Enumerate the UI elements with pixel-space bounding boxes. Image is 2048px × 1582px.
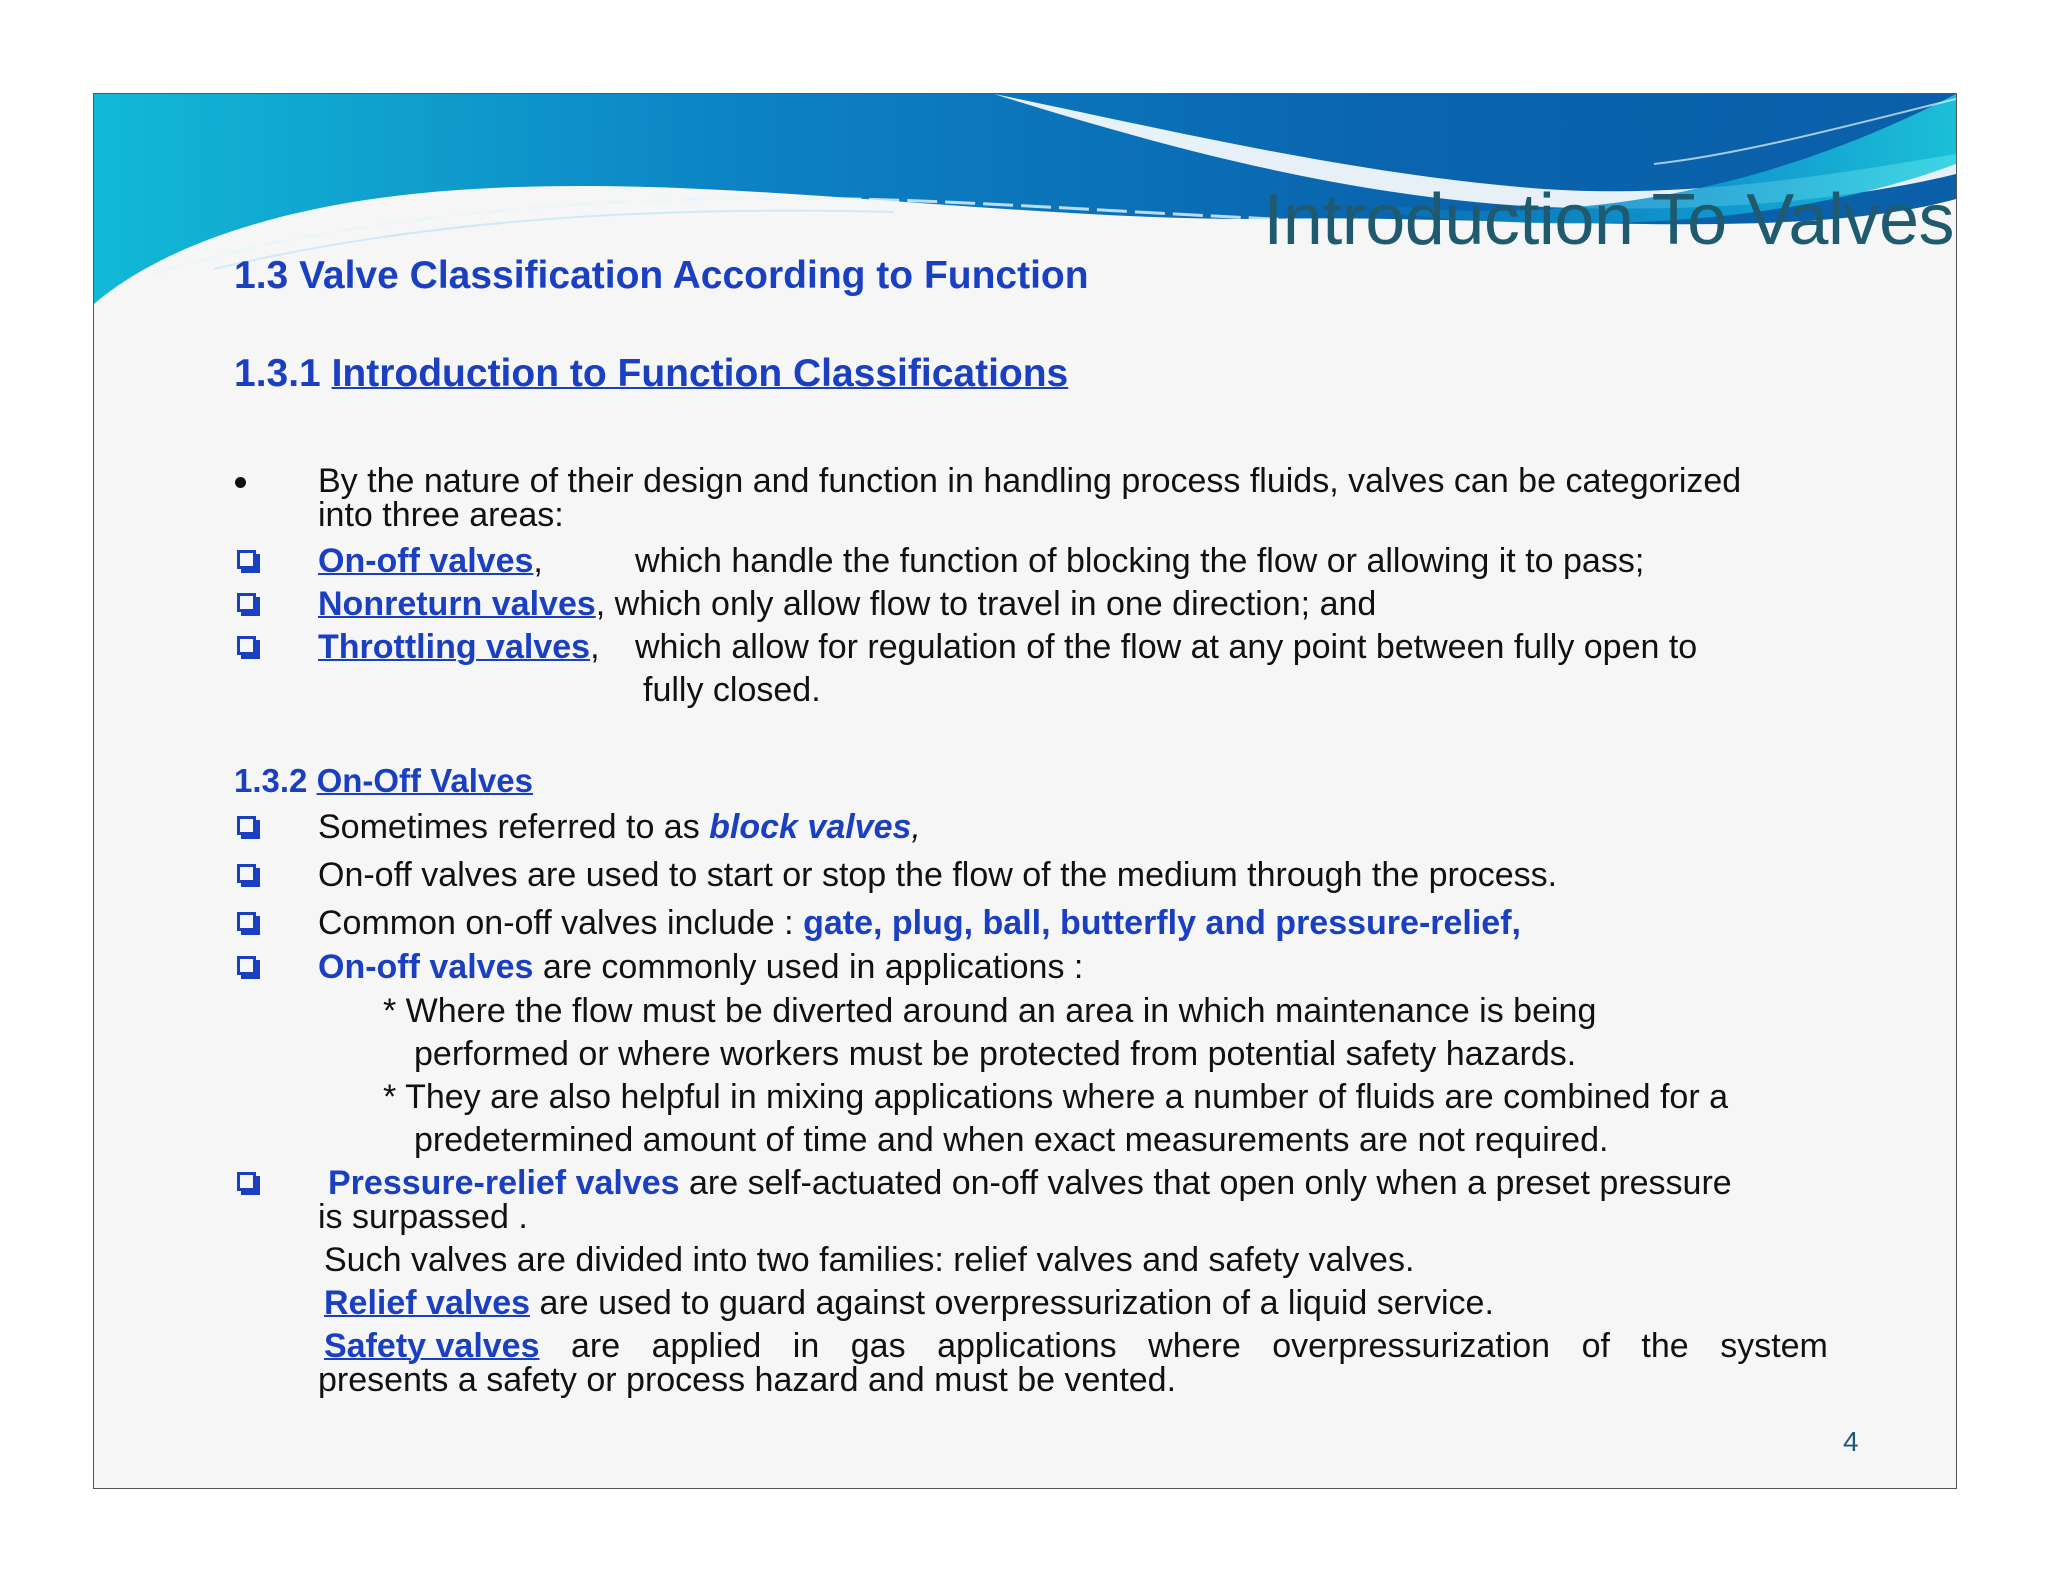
application-2-line-2: predetermined amount of time and when exact measurements are not required. — [414, 1121, 1609, 1159]
onoff-bullet-5-cont: is surpassed . — [318, 1198, 528, 1236]
families-text: Such valves are divided into two families: relief valves and safety valves. — [324, 1241, 1415, 1279]
safety-word: applied — [651, 1327, 762, 1365]
safety-line — [324, 1329, 1828, 1363]
section-heading: 1.3 Valve Classification According to Function — [234, 254, 1089, 297]
comma: , — [911, 808, 921, 846]
application-2-line-1: * They are also helpful in mixing applications where a number of fluids are combined for a — [383, 1078, 1728, 1116]
safety-word: where — [1148, 1327, 1241, 1365]
checkbox-bullet-icon — [237, 912, 256, 931]
subsection-2-heading — [234, 762, 533, 800]
slide — [93, 93, 1957, 1489]
checkbox-bullet-icon — [237, 593, 256, 612]
onoff-bullet-4 — [318, 950, 1083, 984]
safety-word: system — [1720, 1327, 1828, 1365]
comma: , — [590, 628, 600, 666]
pressure-relief-emph: Pressure-relief valves — [328, 1164, 680, 1202]
safety-valves-link[interactable]: Safety valves — [324, 1327, 540, 1365]
safety-word: gas — [850, 1327, 906, 1365]
checkbox-bullet-icon — [237, 1172, 256, 1191]
category-throttling-desc-cont: fully closed. — [643, 671, 821, 709]
slide-title: Introduction To Valves — [1263, 180, 1954, 260]
bullet-dot — [235, 477, 246, 488]
safety-line-cont: presents a safety or process hazard and must be vented. — [318, 1361, 1177, 1399]
safety-word: overpressurization — [1272, 1327, 1551, 1365]
safety-word: of — [1581, 1327, 1610, 1365]
intro-line-2: into three areas: — [318, 496, 564, 534]
nonreturn-valves-link[interactable]: Nonreturn valves — [318, 585, 596, 623]
safety-word: the — [1641, 1327, 1689, 1365]
comma: , — [595, 585, 606, 623]
category-onoff — [318, 544, 543, 578]
relief-line — [324, 1286, 1494, 1320]
relief-valves-link[interactable]: Relief valves — [324, 1284, 531, 1322]
onoff-valves-link[interactable]: On-off valves — [318, 542, 534, 580]
checkbox-bullet-icon — [237, 636, 256, 655]
safety-word: in — [792, 1327, 820, 1365]
onoff-b1-text: Sometimes referred to as — [318, 808, 710, 846]
checkbox-bullet-icon — [237, 956, 256, 975]
onoff-bullet-1 — [318, 810, 921, 844]
category-onoff-desc: which handle the function of blocking the flow or allowing it to pass; — [635, 542, 1645, 580]
onoff-b4-text: are commonly used in applications : — [533, 948, 1084, 986]
category-nonreturn — [318, 587, 1376, 621]
safety-word: applications — [937, 1327, 1117, 1365]
comma: , — [533, 542, 543, 580]
subsection-1-title-link[interactable]: Introduction to Function Classifications — [331, 352, 1069, 395]
checkbox-bullet-icon — [237, 816, 256, 835]
intro-line-1: By the nature of their design and function in handling process fluids, valves can be categorized — [318, 462, 1742, 500]
block-valves-emph: block valves — [709, 808, 912, 846]
category-throttling-desc: which allow for regulation of the flow at any point between fully open to — [635, 628, 1698, 666]
category-nonreturn-desc: which only allow flow to travel in one direction; and — [605, 585, 1377, 623]
page-number: 4 — [1843, 1426, 1859, 1457]
onoff-b5-text: are self-actuated on-off valves that open only when a preset pressure — [679, 1164, 1732, 1202]
category-throttling — [318, 630, 600, 664]
onoff-b3-text: Common on-off valves include : — [318, 904, 804, 942]
throttling-valves-link[interactable]: Throttling valves — [318, 628, 591, 666]
onoff-valves-emph: On-off valves — [318, 948, 534, 986]
onoff-bullet-3 — [318, 906, 1521, 940]
valve-types-emph: gate, plug, ball, butterfly and pressure-relief, — [803, 904, 1521, 942]
subsection-1-heading — [234, 352, 1068, 396]
checkbox-bullet-icon — [237, 550, 256, 569]
subsection-1-number: 1.3.1 — [234, 352, 321, 395]
checkbox-bullet-icon — [237, 864, 256, 883]
subsection-2-title-link[interactable]: On-Off Valves — [316, 762, 533, 799]
safety-word: are — [571, 1327, 621, 1365]
onoff-bullet-2: On-off valves are used to start or stop the flow of the medium through the process. — [318, 856, 1558, 894]
relief-text: are used to guard against overpressurization of a liquid service. — [530, 1284, 1494, 1322]
application-1-line-2: performed or where workers must be protected from potential safety hazards. — [414, 1035, 1577, 1073]
subsection-2-number: 1.3.2 — [234, 762, 308, 799]
onoff-bullet-5 — [328, 1166, 1732, 1200]
application-1-line-1: * Where the flow must be diverted around an area in which maintenance is being — [383, 992, 1597, 1030]
